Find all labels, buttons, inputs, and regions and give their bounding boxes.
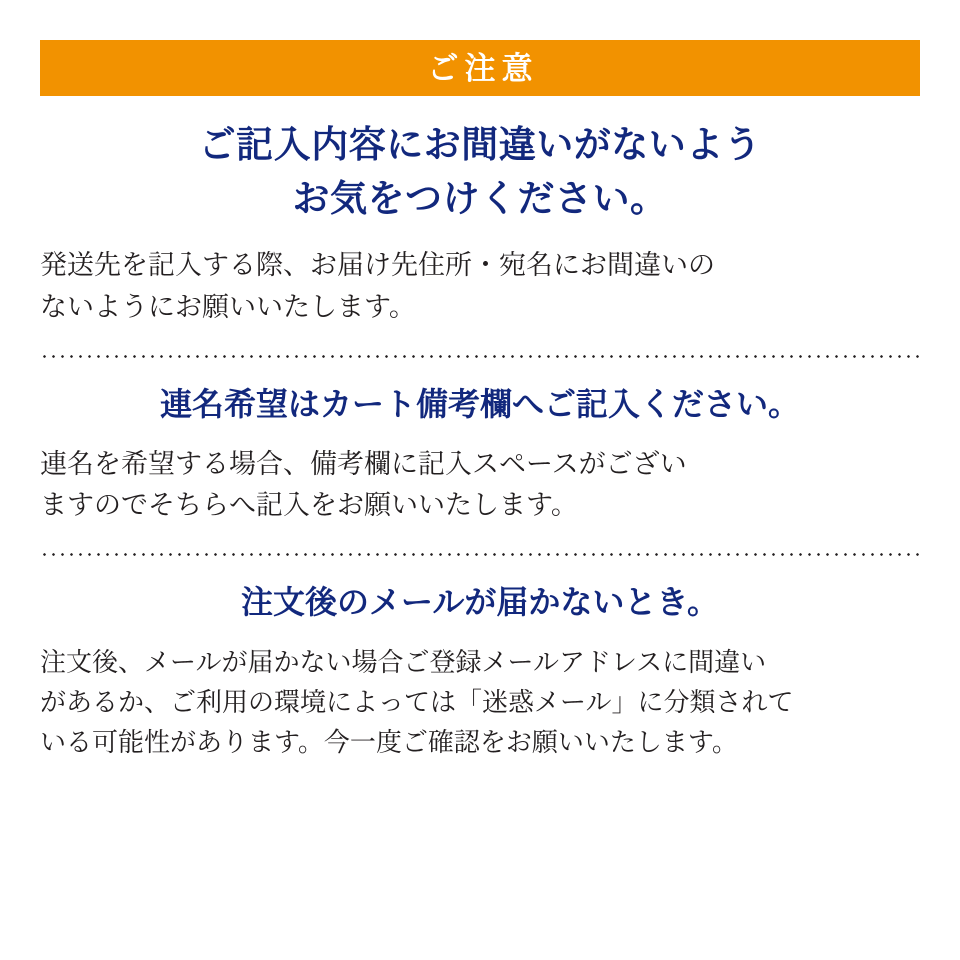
notice-section-joint-names (40, 384, 920, 527)
section-body-shipping-address (40, 245, 920, 329)
heading-line: 連名希望はカート備考欄へご記入ください。 (159, 385, 800, 422)
body-line: 注文後、メールが届かない場合ご登録メールアドレスに間違い (40, 646, 767, 677)
notice-section-email-not-received (40, 582, 920, 762)
section-heading-shipping-address (40, 118, 920, 225)
body-line: いる可能性があります。今一度ご確認をお願いいたします。 (40, 727, 738, 758)
body-line: があるか、ご利用の環境によっては「迷惑メール」に分類されて (40, 687, 794, 718)
heading-line: ご記入内容にお間違いがないよう (198, 124, 762, 165)
notice-content (40, 118, 920, 763)
body-line: 発送先を記入する際、お届け先住所・宛名にお間違いの (40, 250, 715, 281)
section-heading-joint-names (40, 384, 920, 426)
body-line: 連名を希望する場合、備考欄に記入スペースがござい (40, 448, 687, 479)
body-line: ないようにお願いいたします。 (40, 292, 416, 323)
dotted-divider (40, 553, 920, 556)
body-line: ますのでそちらへ記入をお願いいたします。 (40, 490, 578, 521)
notice-banner-title: ご注意 (427, 50, 539, 86)
heading-line: お気をつけください。 (292, 177, 668, 219)
dotted-divider (40, 355, 920, 358)
notice-section-shipping-address (40, 118, 920, 329)
notice-banner (40, 40, 920, 96)
section-body-joint-names (40, 444, 920, 528)
section-body-email-not-received (40, 642, 920, 763)
section-heading-email-not-received (40, 582, 920, 624)
heading-line: 注文後のメールが届かないとき。 (240, 584, 720, 621)
